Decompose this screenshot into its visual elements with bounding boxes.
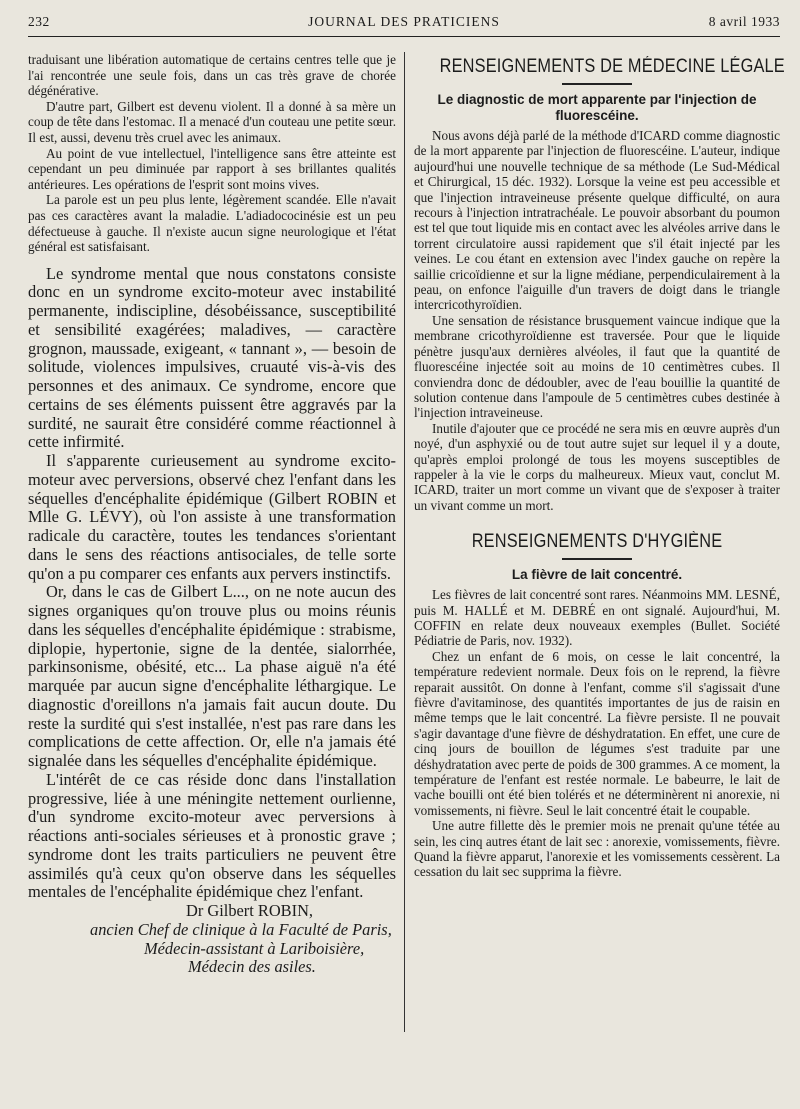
paragraph: traduisant une libération automatique de certains centres telle que je l'ai rencontrée une seule fois, dans un cas très grave de chorée dégénérative. [28, 52, 396, 99]
title-rule [562, 83, 632, 85]
page-header [28, 14, 780, 36]
paragraph: Or, dans le cas de Gilbert L..., on ne note aucun des signes organiques qu'on trouve plus ou moins réunis dans les séquelles d'encéphalite épidémique : strabisme, diplopie, hypertonie, signe de la dentée, sialorrhée, parkinsonisme, obésité, etc... La phase aiguë n'a été marquée par aucun signe d'encéphalite léthargique. Le diagnostic d'oreillons n'a jamais fait aucun doute. Du reste la surdité qui s'est installée, n'est pas rare dans les complications de cette affection. Or, elle n'a jamais été signalée dans les séquelles d'encéphalite épidémique. [28, 582, 396, 771]
paragraph: Il s'apparente curieusement au syndrome excito-moteur avec perversions, observé chez l'enfant dans les séquelles d'encéphalite épidémique (Gilbert ROBIN et Mlle G. LÉVY), où l'on assiste à une transformation radicale du caractère, toutes les tendances s'orientant dans le sens des réactions antisociales, de telle sorte qu'on a pu comparer ces enfants aux pervers instinctifs. [28, 451, 396, 583]
large-text-block [28, 265, 396, 903]
paragraph: Une autre fillette dès le premier mois ne prenait qu'une tétée au sein, les cinq autres étant de lait sec : anorexie, vomissements, fièvre. Quand la fièvre apparut, l'anorexie et les vomissements cessèrent. La cessation du lait sec supprima la fièvre. [414, 818, 780, 880]
article-body [414, 128, 780, 513]
article-body [414, 587, 780, 880]
article-title: Le diagnostic de mort apparente par l'injection de fluorescéine. [437, 92, 757, 123]
paragraph: Au point de vue intellectuel, l'intelligence sans être atteinte est cependant un peu diminuée par rapport à ses brillantes qualités antérieures. Les opérations de l'esprit sont moins vives. [28, 145, 396, 192]
section-title: RENSEIGNEMENTS D'HYGIÈNE [471, 531, 723, 553]
paragraph: L'intérêt de ce cas réside donc dans l'installation progressive, liée à une méningite nettement ourlienne, d'un syndrome excito-moteur avec perversions à réactions anti-sociales sérieuses et à pronostic grave ; syndrome dont les traits particuliers ne peuvent être assimilés qu'à ceux qu'on observe dans les séquelles mentales de l'encéphalite épidémique chez l'enfant. [28, 769, 396, 902]
right-column [414, 56, 785, 880]
title-rule [562, 558, 632, 560]
journal-title: JOURNAL DES PRATICIENS [308, 14, 500, 29]
paragraph: D'autre part, Gilbert est devenu violent. Il a donné à sa mère un coup de tête dans l'estomac. Il a menacé d'un couteau une petite sœur. Il est, aussi, devenu très cruel avec les animaux. [28, 98, 396, 145]
paragraph: Le syndrome mental que nous constatons consiste donc en un syndrome excito-moteur avec instabilité permanente, indiscipline, désobéissance, susceptibilité et sensibilité exagérées; maladives, — caractère grognon, maussade, exigeant, « tannant », — besoin de solitude, violences impulsives, cruauté vis-à-vis des personnes et des animaux. Ce syndrome, encore que certains de ses éléments puissent être aggravés par la surdité, ne saurait être considéré comme réactionnel à cette infirmité. [28, 263, 396, 452]
page-number: 232 [28, 14, 50, 29]
column-divider [404, 52, 405, 1032]
author-title: ancien Chef de clinique à la Faculté de Paris, [90, 919, 392, 939]
paragraph: Nous avons déjà parlé de la méthode d'ICARD comme diagnostic de la mort apparente par l'injection de fluorescéine. L'auteur, indique aujourd'hui une nouvelle technique de sa méthode (Le Sud-Médical et Chirurgical, 15 déc. 1932). Lorsque la veine est peu accessible et que l'injection intraveineuse présente quelque difficulté, on aura recours à l'injection intratrachéale. Le pouvoir absorbant du poumon est tel que tout liquide mis en contact avec les alvéoles arrive dans le torrent circulatoire aussi rapidement que s'il était injecté par les veines. Le cou étant en extension avec l'index gauche on repère la saillie cricoïdienne et sur la ligne médiane, perpendiculairement à la peau, on enfonce l'aiguille d'un travers de doigt dans le triangle intercricothyroïdien. [414, 128, 780, 313]
paragraph: Chez un enfant de 6 mois, on cesse le lait concentré, la température redevient normale. Deux fois on le reprend, la fièvre reparait aussitôt. On donne à l'enfant, comme s'il s'agissait d'une fièvre d'avitaminose, des quantités importantes de jus de raisin en même temps que le lait concentré. La fièvre persiste. Il ne pouvait s'agir davantage d'une fièvre de déshydratation. En effet, une cure de cinq jours de bouillon de légumes s'est traduite par une déshydratation avec perte de poids de 300 grammes. A ce moment, la température de l'enfant est restée normale. Le babeurre, le lait de vache bouilli ont été bien tolérés et ne déterminèrent ni anorexie, ni vomissements, ni fièvre. Seul le lait concentré était le coupable. [414, 648, 780, 818]
section-spacer [414, 513, 780, 531]
section-title: RENSEIGNEMENTS DE MÉDECINE LÉGALE [439, 56, 785, 77]
section-hygiene [414, 531, 780, 880]
paragraph: Une sensation de résistance brusquement vaincue indique que la membrane cricothyroïdienne est traversée. Pour que le liquide pénètre jusqu'aux dernières alvéoles, il faut que la quantité de fluorescéine injectée soit au moins de 10 centimètres cubes. Il conviendra donc de dédoubler, avec de l'eau bouillie la quantité de solution contenue dans l'ampoule de 5 centimètres cubes destinée à l'injection intraveineuse. [414, 312, 780, 421]
small-text-block [28, 52, 396, 255]
header-rule [28, 36, 780, 37]
paragraph: Inutile d'ajouter que ce procédé ne sera mis en œuvre auprès d'un noyé, d'un asphyxié ou de tout autre sujet sur lequel il y a doute, qu'après emploi prolongé de tous les moyens susceptibles de rappeler à la vie le corps du malheureux. Mieux vaut, conclut M. ICARD, traiter un mort comme un vivant que de s'exposer à traiter un vivant comme un mort. [414, 420, 780, 513]
left-column [28, 52, 396, 977]
author-title: Médecin des asiles. [188, 957, 316, 977]
paragraph: Les fièvres de lait concentré sont rares. Néanmoins MM. LESNÉ, puis M. HALLÉ et M. DEBRÉ en ont signalé. Aujourd'hui, M. COFFIN en relate deux nouveaux exemples (Bullet. Société Pédiatrie de Paris, nov. 1932). [414, 587, 780, 649]
author-name: Dr Gilbert ROBIN, [186, 901, 314, 921]
paragraph: La parole est un peu plus lente, légèrement scandée. Elle n'avait pas ces caractères avant la maladie. L'adiadococinésie est un peu défectueuse à gauche. Il n'existe aucun signe neurologique et l'état général est satisfaisant. [28, 192, 396, 255]
article-title: La fièvre de lait concentré. [511, 567, 683, 583]
author-signature [28, 902, 396, 977]
section-medecine-legale [414, 56, 785, 513]
author-title: Médecin-assistant à Lariboisière, [144, 938, 365, 958]
issue-date: 8 avril 1933 [708, 14, 780, 29]
